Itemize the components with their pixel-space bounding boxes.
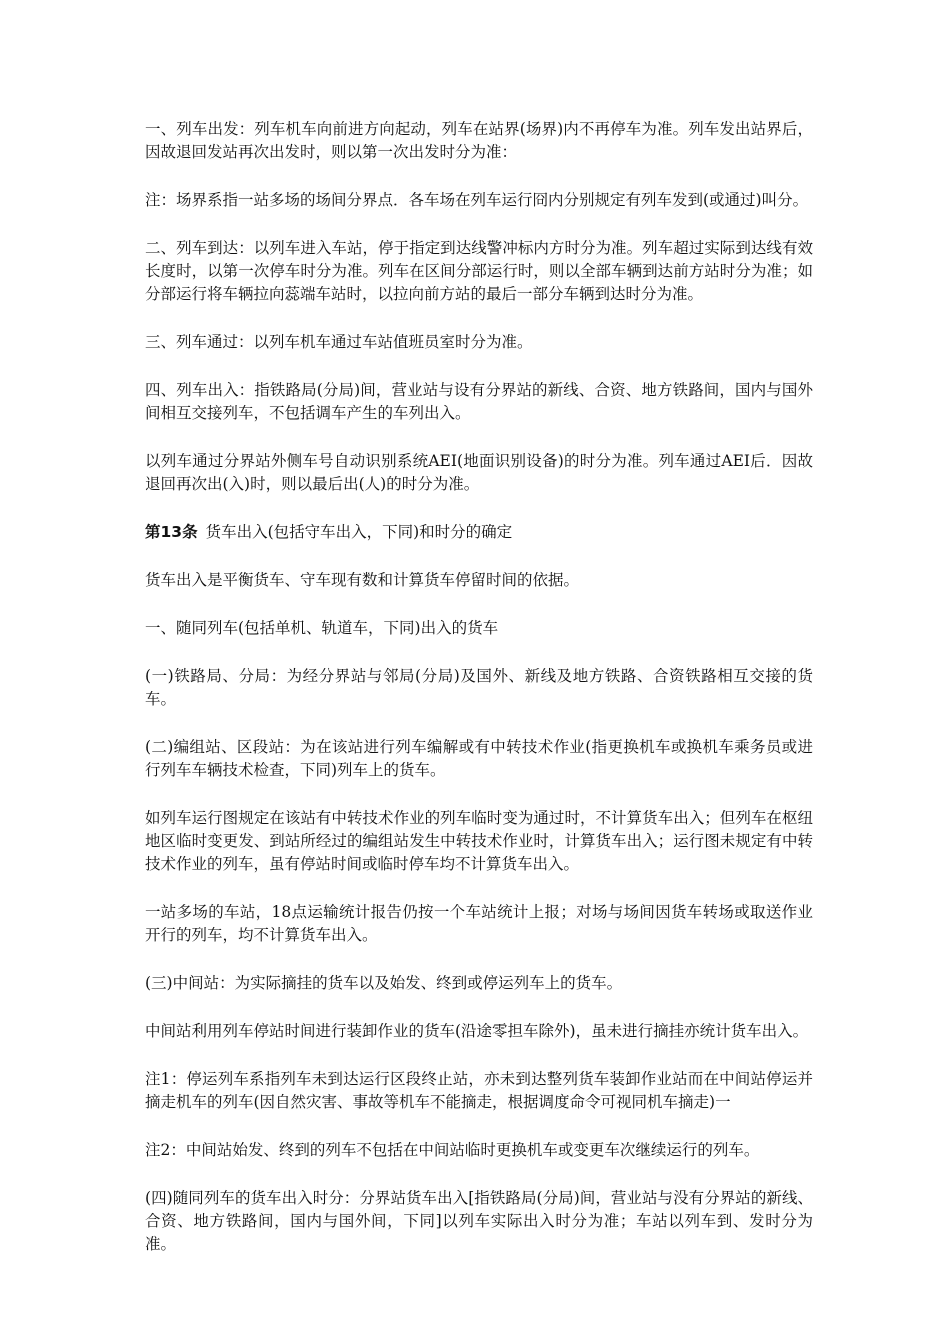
document-page (145, 118, 813, 1281)
article-title: 货车出入(包括守车出入，下同)和时分的确定 (205, 523, 513, 541)
paragraph-multi-yard-station: 一站多场的车站，18点运输统计报告仍按一个车站统计上报；对场与场间因货车转场或取送作业开行的列车，均不计算货车出入。 (145, 903, 813, 944)
paragraph-note-1: 注1：停运列车系指列车未到达运行区段终止站，亦未到达整列货车装卸作业站而在中间站停运并摘走机车的列车(因自然灾害、事故等机车不能摘走，根据调度命令可视同机车摘走)一 (145, 1070, 813, 1111)
paragraph-intermediate-station: (三)中间站：为实际摘挂的货车以及始发、终到或停运列车上的货车。 (145, 974, 623, 992)
paragraph-note-yard-boundary: 注：场界系指一站多场的场间分界点．各车场在列车运行冏内分别规定有列车发到(或通过)叫分。 (145, 191, 809, 209)
paragraph-aei-timing: 以列车通过分界站外侧车号自动识别系统AEI(地面识别设备)的时分为准。列车通过AEI后．因故退回再次出(入)时，则以最后出(人)的时分为准。 (145, 452, 813, 493)
paragraph-train-arrival: 二、列车到达：以列车进入车站，停于指定到达线警冲标内方时分为准。列车超过实际到达线有效长度时，以第一次停车时分为准。列车在区间分部运行时，则以全部车辆到达前方站时分为准；如分部运行将车辆拉向蕊端车站时，以拉向前方站的最后一部分车辆到达时分为准。 (145, 239, 813, 303)
paragraph-railway-bureau: (一)铁路局、分局：为经分界站与邻局(分局)及国外、新线及地方铁路、合资铁路相互交接的货车。 (145, 667, 813, 708)
paragraph-marshalling-station: (二)编组站、区段站：为在该站进行列车编解或有中转技术作业(指更换机车或换机车乘务员或进行列车车辆技术检查，下同)列车上的货车。 (145, 738, 813, 779)
paragraph-train-entry-exit: 四、列车出入：指铁路局(分局)间，营业站与设有分界站的新线、合资、地方铁路间，国内与国外间相互交接列车，不包括调车产生的车列出入。 (145, 381, 813, 422)
paragraph-timetable-rule: 如列车运行图规定在该站有中转技术作业的列车临时变为通过时，不计算货车出入；但列车在枢纽地区临时变更发、到站所经过的编组站发生中转技术作业时，计算货车出入；运行图未规定有中转技术作业的列车，虽有停站时间或临时停车均不计算货车出入。 (145, 809, 813, 873)
article-heading (145, 521, 813, 544)
paragraph-train-departure: 一、列车出发：列车机车向前进方向起动，列车在站界(场界)内不再停车为准。列车发出站界后，因故退回发站再次出发时，则以第一次出发时分为准： (145, 120, 813, 161)
paragraph-freight-car-basis: 货车出入是平衡货车、守车现有数和计算货车停留时间的依据。 (145, 571, 580, 589)
paragraph-section-one: 一、随同列车(包括单机、轨道车，下同)出入的货车 (145, 619, 499, 637)
paragraph-train-passing: 三、列车通过：以列车机车通过车站值班员室时分为准。 (145, 333, 533, 351)
paragraph-note-2: 注2：中间站始发、终到的列车不包括在中间站临时更换机车或变更车次继续运行的列车。 (145, 1141, 760, 1159)
article-number: 第13条 (145, 523, 198, 541)
paragraph-loading-operation: 中间站利用列车停站时间进行装卸作业的货车(沿途零担车除外)，虽未进行摘挂亦统计货车出入。 (145, 1022, 809, 1040)
paragraph-entry-exit-timing: (四)随同列车的货车出入时分：分界站货车出入[指铁路局(分局)间，营业站与没有分界站的新线、合资、地方铁路间，国内与国外间，下同]以列车实际出入时分为准；车站以列车到、发时分为准。 (145, 1189, 813, 1253)
